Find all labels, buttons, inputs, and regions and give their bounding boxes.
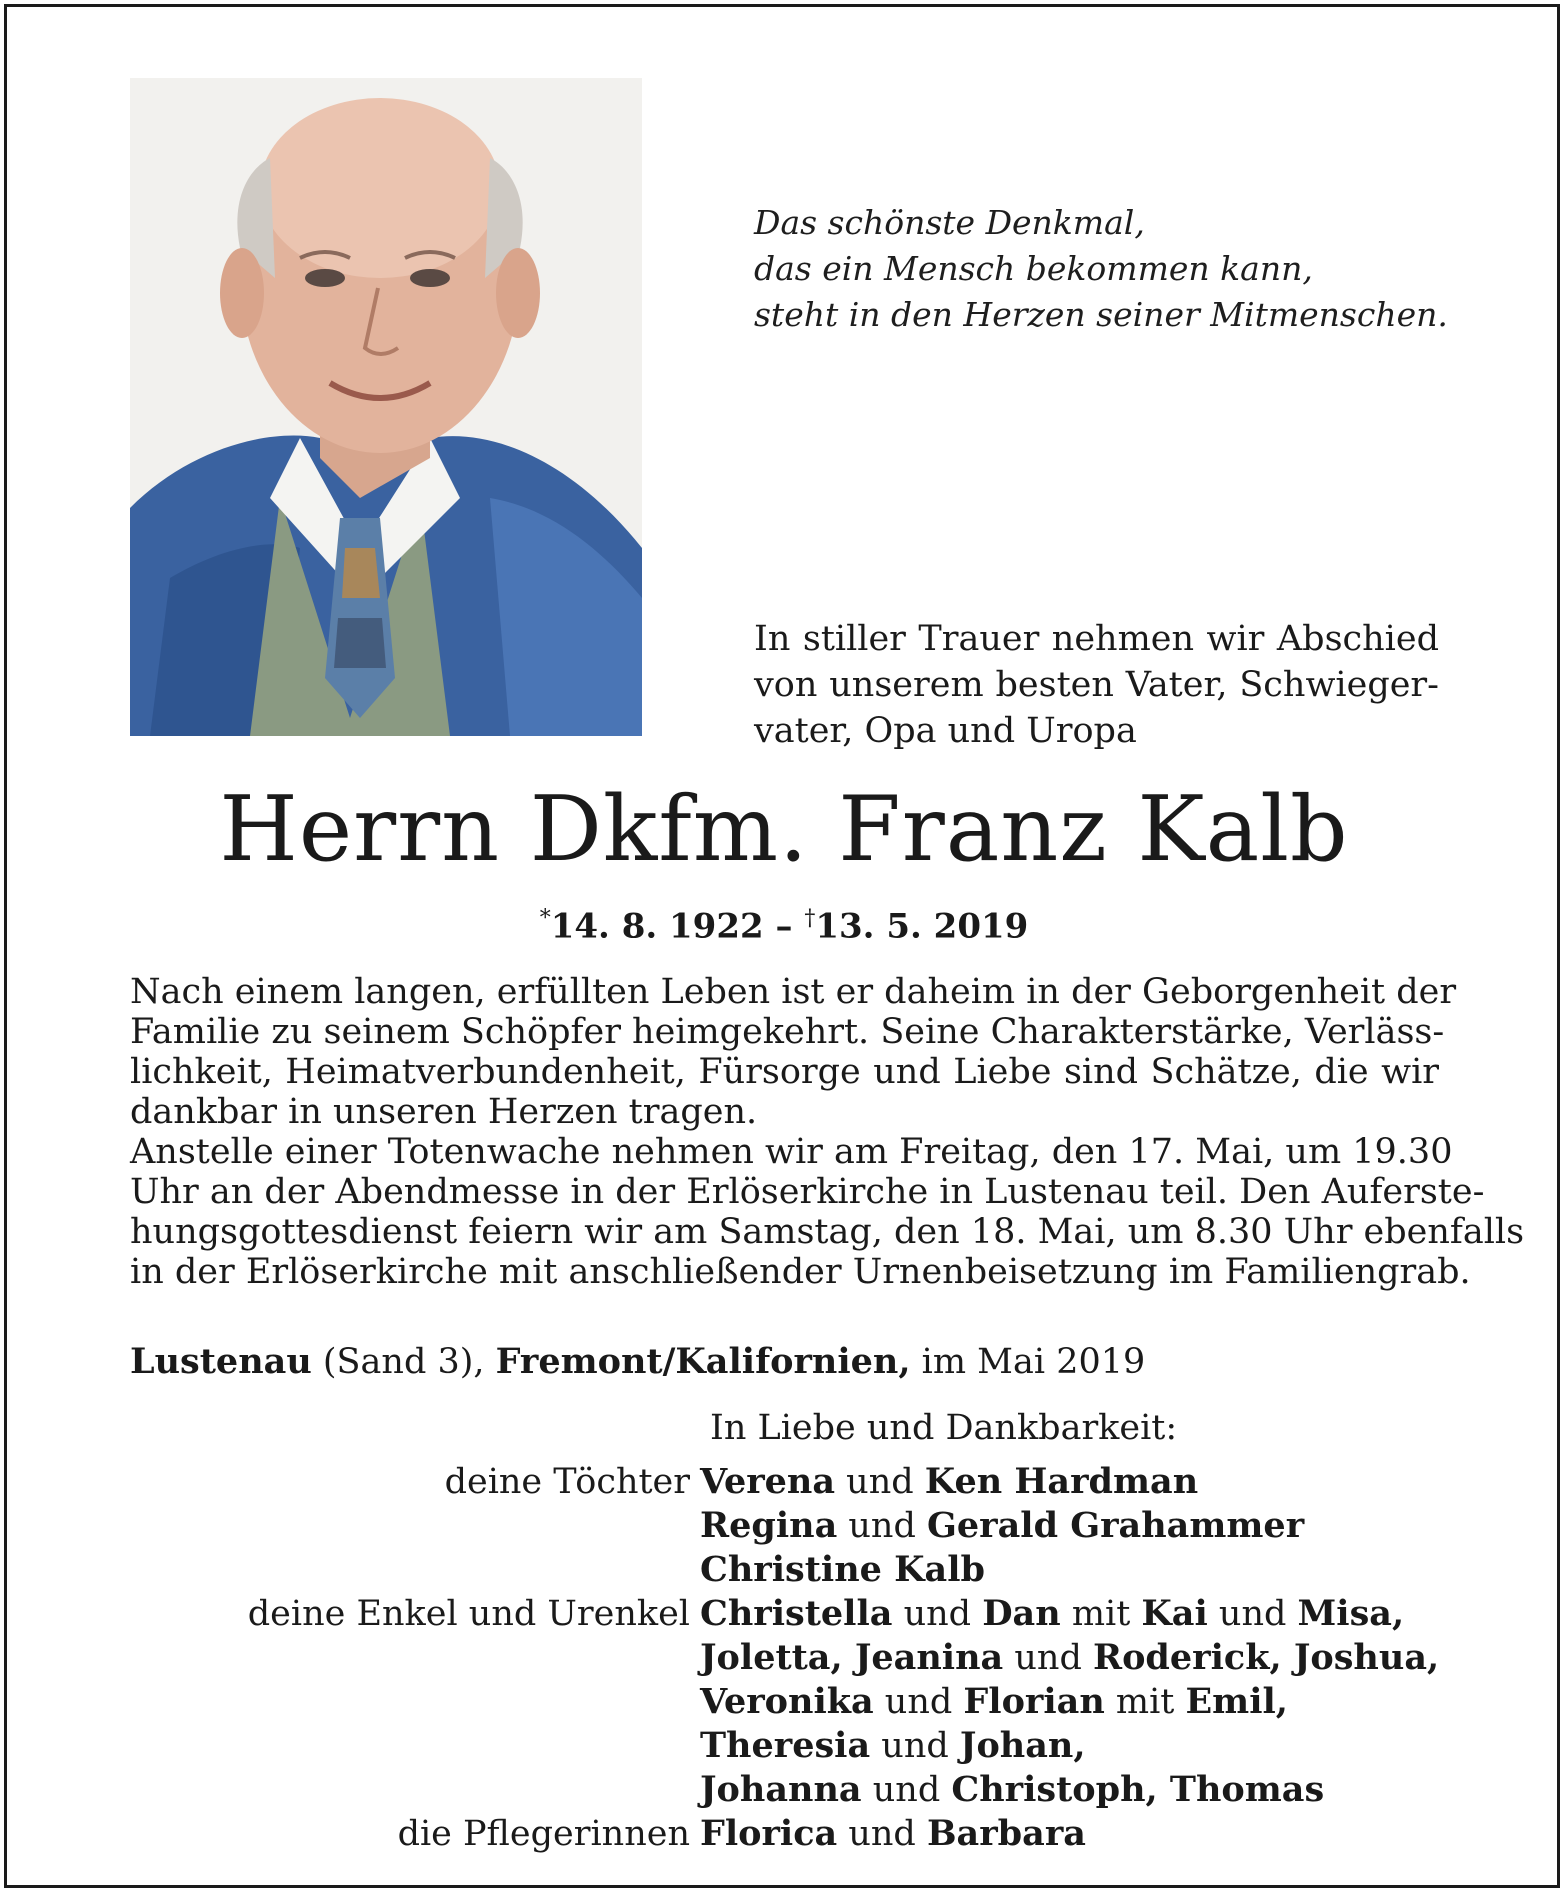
family-names: [700, 1504, 1304, 1548]
family-connector: und: [835, 1462, 925, 1502]
family-names: [700, 1680, 1288, 1724]
family-member-name: Joletta, Jeanina: [700, 1637, 1004, 1678]
family-member-name: Roderick, Joshua,: [1092, 1637, 1440, 1678]
place-and-date: [130, 1340, 1145, 1384]
family-member-name: Dan: [982, 1593, 1061, 1634]
family-connector: und: [1003, 1638, 1093, 1678]
family-member-name: Misa,: [1297, 1593, 1405, 1634]
quote-line: das ein Mensch bekommen kann,: [754, 249, 1313, 288]
family-member-name: Veronika: [700, 1681, 874, 1722]
family-member-name: Johan,: [959, 1725, 1086, 1766]
family-label: [130, 1548, 700, 1592]
farewell-text: [754, 616, 1439, 754]
family-member-name: Florian: [963, 1681, 1105, 1722]
place-second-city: Fremont/Kalifornien,: [495, 1341, 911, 1382]
family-connector: mit: [1060, 1594, 1142, 1634]
body-line: dankbar in unseren Herzen tragen.: [130, 1092, 758, 1132]
body-line: Nach einem langen, erfüllten Leben ist er daheim in der Geborgenheit der: [130, 972, 1457, 1012]
deceased-name: Herrn Dkfm. Franz Kalb: [219, 777, 1349, 882]
place-date: im Mai 2019: [910, 1342, 1146, 1382]
family-row-grandchildren: [130, 1636, 1550, 1680]
family-row-grandchildren: [130, 1724, 1550, 1768]
birth-symbol: *: [539, 906, 551, 931]
body-line: Anstelle einer Totenwache nehmen wir am Freitag, den 17. Mai, um 19.30: [130, 1132, 1453, 1172]
family-connector: und: [837, 1506, 927, 1546]
family-label: [130, 1636, 700, 1680]
place-city: Lustenau: [130, 1341, 312, 1382]
thanks-line: In Liebe und Dankbarkeit:: [710, 1408, 1178, 1448]
birth-date: 14. 8. 1922: [550, 906, 764, 947]
death-symbol: †: [804, 906, 816, 931]
family-row-caregivers: [130, 1812, 1550, 1856]
family-member-name: Theresia: [700, 1725, 871, 1766]
farewell-line: vater, Opa und Uropa: [754, 711, 1137, 751]
memorial-quote: [754, 200, 1448, 338]
family-connector: und: [861, 1770, 952, 1810]
family-member-name: Johanna: [700, 1769, 862, 1810]
family-label: [130, 1680, 700, 1724]
family-row-grandchildren: [130, 1768, 1550, 1812]
body-line: lichkeit, Heimatverbundenheit, Fürsorge und Liebe sind Schätze, die wir: [130, 1052, 1439, 1092]
quote-line: steht in den Herzen seiner Mitmenschen.: [754, 295, 1448, 334]
farewell-line: von unserem besten Vater, Schwieger-: [754, 665, 1439, 705]
family-label: [130, 1768, 700, 1812]
family-member-name: Christine Kalb: [700, 1549, 985, 1590]
family-row-daughters: [130, 1548, 1550, 1592]
family-names: [700, 1460, 1198, 1504]
family-label: deine Enkel und Urenkel: [247, 1594, 690, 1634]
body-line: Familie zu seinem Schöpfer heimgekehrt. Seine Charakterstärke, Verläss-: [130, 1012, 1445, 1052]
family-connector: und: [1207, 1594, 1298, 1634]
place-address: (Sand 3),: [311, 1342, 496, 1382]
family-member-name: Florica: [700, 1813, 838, 1854]
family-label: die Pflegerinnen: [397, 1814, 690, 1854]
life-dates: [0, 906, 1568, 946]
family-list: [130, 1460, 1550, 1856]
family-connector: und: [892, 1594, 983, 1634]
family-member-name: Ken Hardman: [924, 1461, 1199, 1502]
family-names: [700, 1636, 1439, 1680]
portrait-photo: [130, 78, 642, 736]
notice-body: [130, 972, 1525, 1292]
family-names: [700, 1592, 1404, 1636]
family-member-name: Regina: [700, 1505, 838, 1546]
family-member-name: Christoph, Thomas: [951, 1769, 1325, 1810]
farewell-line: In stiller Trauer nehmen wir Abschied: [754, 619, 1439, 659]
death-date: 13. 5. 2019: [815, 906, 1029, 947]
family-member-name: Verena: [700, 1461, 836, 1502]
family-member-name: Christella: [700, 1593, 893, 1634]
family-connector: und: [870, 1726, 960, 1766]
body-line: in der Erlöserkirche mit anschließender Urnenbeisetzung im Familiengrab.: [130, 1252, 1471, 1292]
family-names: [700, 1548, 985, 1592]
family-names: [700, 1768, 1324, 1812]
family-label: [130, 1504, 700, 1548]
family-row-grandchildren: [130, 1592, 1550, 1636]
family-row-daughters: [130, 1460, 1550, 1504]
family-member-name: Emil,: [1185, 1681, 1288, 1722]
family-label: deine Töchter: [444, 1462, 690, 1502]
family-names: [700, 1812, 1086, 1856]
family-names: [700, 1724, 1086, 1768]
body-line: Uhr an der Abendmesse in der Erlöserkirche in Lustenau teil. Den Auferste-: [130, 1172, 1485, 1212]
family-member-name: Gerald Grahammer: [927, 1505, 1305, 1546]
portrait-illustration: [130, 78, 642, 736]
date-separator: –: [763, 906, 805, 947]
family-row-grandchildren: [130, 1680, 1550, 1724]
family-connector: und: [837, 1814, 927, 1854]
family-row-daughters: [130, 1504, 1550, 1548]
family-member-name: Barbara: [926, 1813, 1086, 1854]
family-connector: und: [873, 1682, 964, 1722]
quote-line: Das schönste Denkmal,: [754, 203, 1145, 242]
family-connector: mit: [1104, 1682, 1186, 1722]
body-line: hungsgottesdienst feiern wir am Samstag, den 18. Mai, um 8.30 Uhr ebenfalls: [130, 1212, 1525, 1252]
family-member-name: Kai: [1141, 1593, 1208, 1634]
family-label: [130, 1724, 700, 1768]
